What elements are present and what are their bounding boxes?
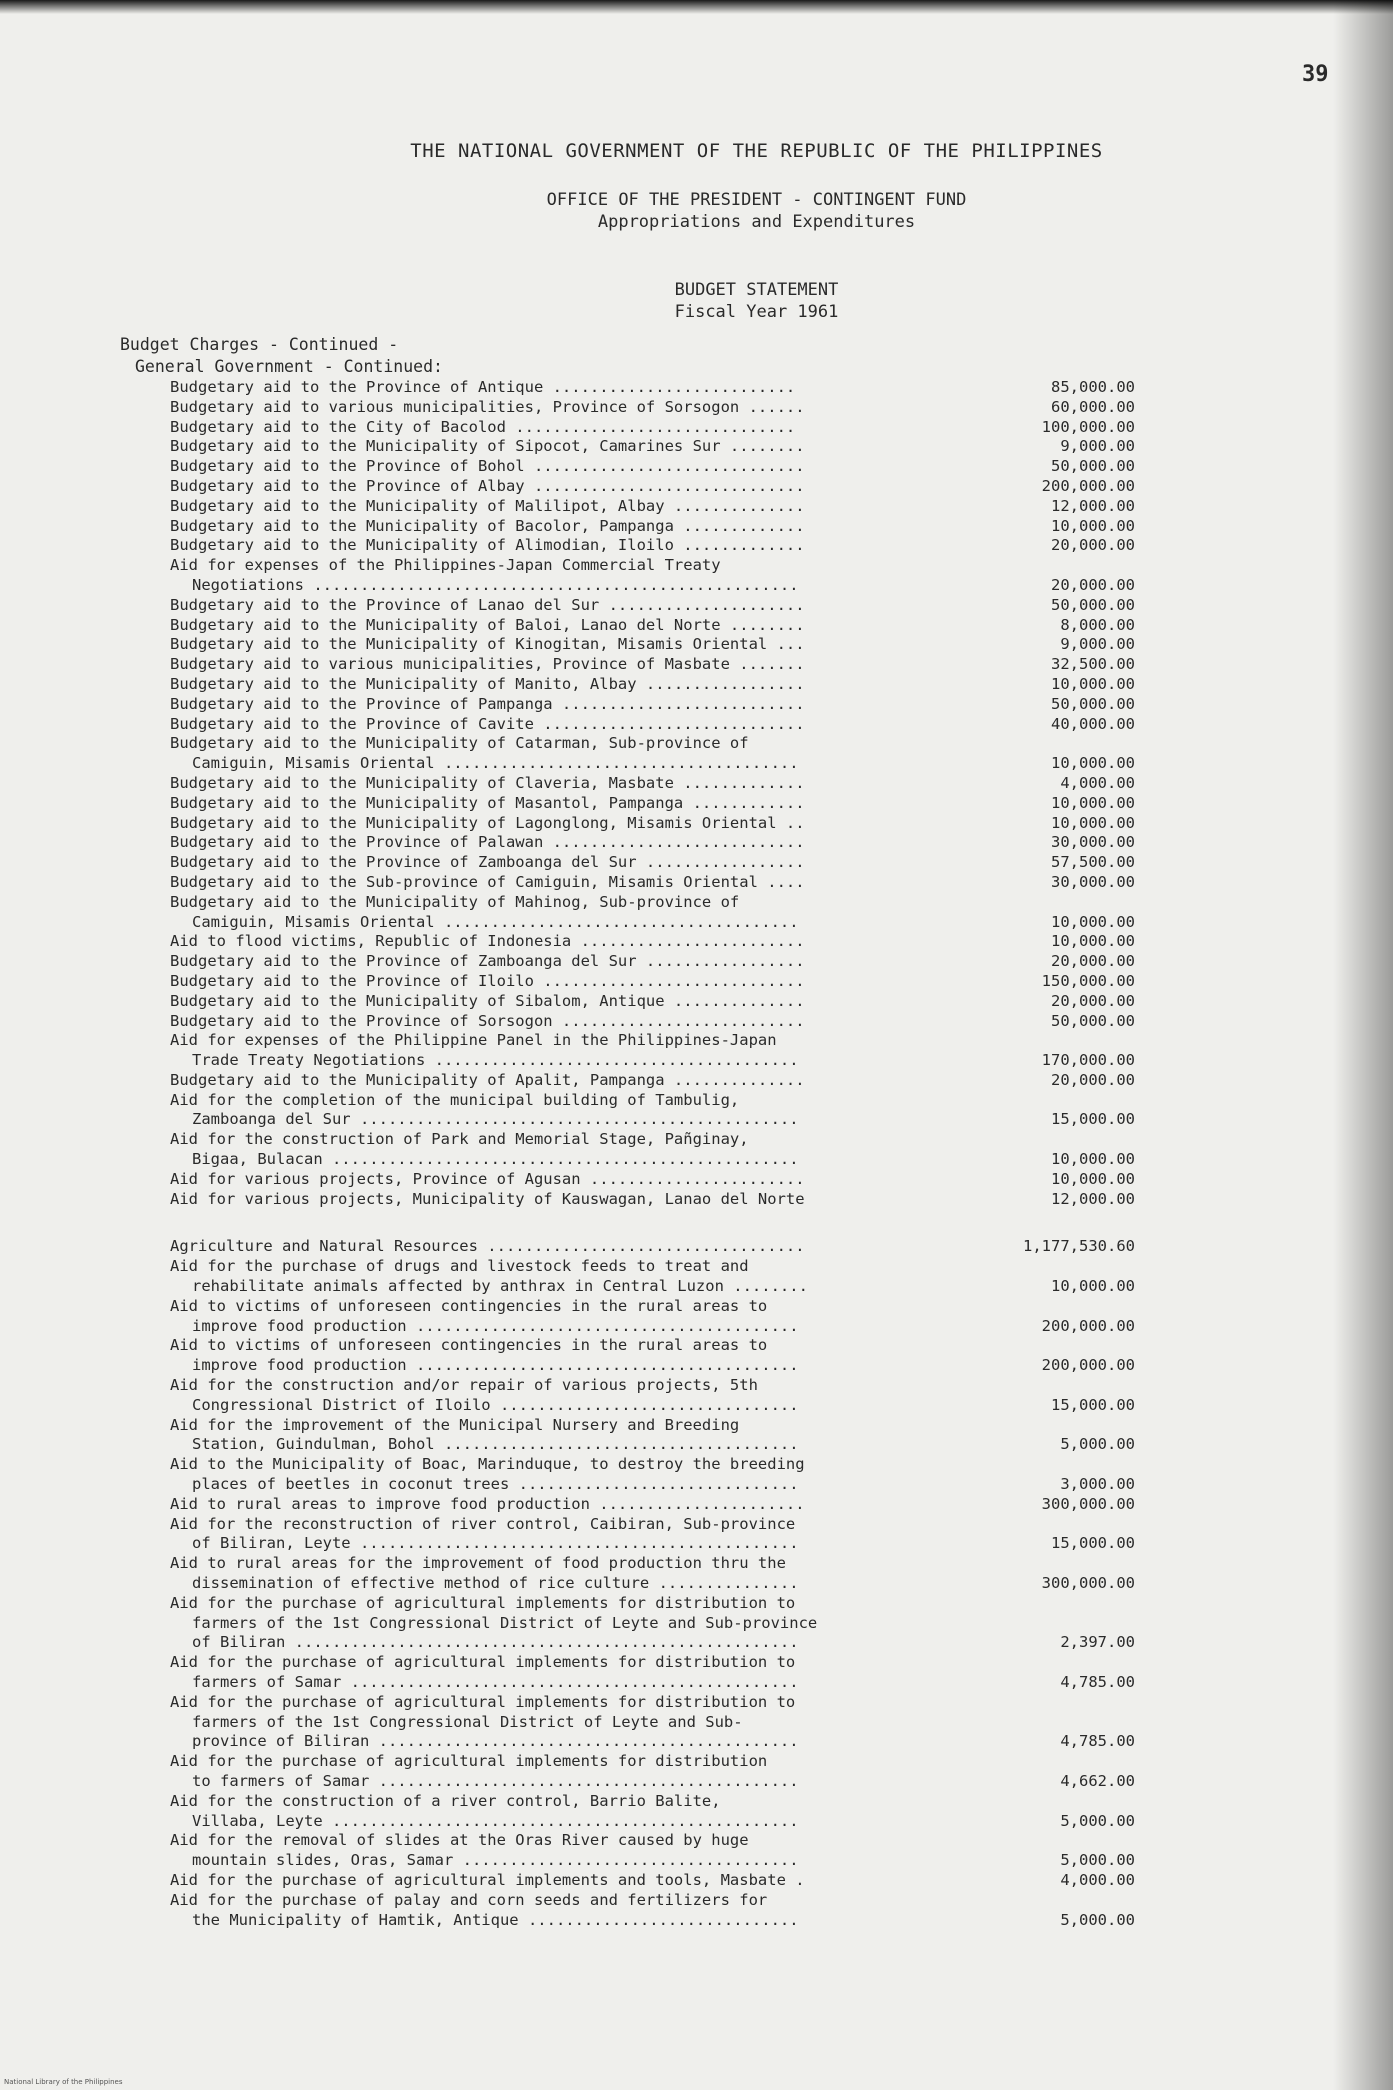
row-amount: 5,000.00 <box>1060 1851 1135 1870</box>
row-description: Budgetary aid to the Municipality of Masantol, Pampanga ............ <box>170 793 805 812</box>
row-amount: 10,000.00 <box>1051 516 1135 535</box>
row-description: Aid for the improvement of the Municipal Nursery and Breeding <box>170 1415 740 1434</box>
row-description: Aid to the Municipality of Boac, Marinduque, to destroy the breeding <box>170 1455 805 1474</box>
row-amount: 300,000.00 <box>1041 1494 1135 1513</box>
row-description: Budgetary aid to the Municipality of Sibalom, Antique .............. <box>170 991 805 1010</box>
row-description: Aid for expenses of the Philippines-Japan Commercial Treaty <box>170 556 721 575</box>
row-amount: 30,000.00 <box>1051 833 1135 852</box>
row-description: Budgetary aid to the Province of Albay ............................. <box>170 476 805 495</box>
row-description: Aid for the purchase of agricultural implements for distribution to <box>170 1692 796 1711</box>
budget-row <box>170 952 1170 972</box>
row-description: improve food production ......................................... <box>192 1316 799 1335</box>
budget-row <box>170 1911 1170 1931</box>
budget-row <box>170 1871 1170 1891</box>
row-amount: 100,000.00 <box>1041 417 1135 436</box>
budget-row <box>170 1534 1170 1554</box>
budget-row <box>170 734 1170 754</box>
row-amount: 300,000.00 <box>1041 1574 1135 1593</box>
row-description: Budgetary aid to the Province of Zamboanga del Sur ................. <box>170 952 805 971</box>
budget-row <box>170 932 1170 952</box>
budget-row <box>170 1170 1170 1190</box>
row-amount: 60,000.00 <box>1051 397 1135 416</box>
budget-row <box>170 1515 1170 1535</box>
section-gap <box>170 1209 1170 1237</box>
row-description: Budgetary aid to the Province of Iloilo ............................ <box>170 971 805 990</box>
budget-row <box>170 655 1170 675</box>
row-description: Budgetary aid to various municipalities, Province of Sorsogon ...... <box>170 397 805 416</box>
budget-row <box>170 1091 1170 1111</box>
row-description: Budgetary aid to the Province of Lanao del Sur ..................... <box>170 595 805 614</box>
budget-row <box>170 1150 1170 1170</box>
row-amount: 12,000.00 <box>1051 1189 1135 1208</box>
row-amount: 4,000.00 <box>1060 773 1135 792</box>
row-description: Budgetary aid to the Municipality of Kinogitan, Misamis Oriental ... <box>170 635 805 654</box>
row-description: Aid for various projects, Municipality of Kauswagan, Lanao del Norte <box>170 1189 805 1208</box>
row-amount: 3,000.00 <box>1060 1475 1135 1494</box>
row-description: Budgetary aid to the Province of Antique .......................... <box>170 378 796 396</box>
budget-row <box>170 715 1170 735</box>
row-description: Aid for the construction of a river control, Barrio Balite, <box>170 1791 721 1810</box>
budget-row <box>170 1190 1170 1210</box>
budget-row <box>170 1031 1170 1051</box>
row-amount: 40,000.00 <box>1051 714 1135 733</box>
budget-row <box>170 1614 1170 1634</box>
budget-row <box>170 437 1170 457</box>
budget-row <box>170 1455 1170 1475</box>
budget-row <box>170 1376 1170 1396</box>
footer-credit: National Library of the Philippines <box>4 2078 123 2086</box>
row-description: Aid for various projects, Province of Agusan ....................... <box>170 1169 805 1188</box>
budget-row <box>170 616 1170 636</box>
row-description: Budgetary aid to the Province of Pampanga .......................... <box>170 694 805 713</box>
row-amount: 200,000.00 <box>1041 1356 1135 1375</box>
budget-row <box>170 576 1170 596</box>
row-description: Bigaa, Bulacan .................................................. <box>192 1150 799 1169</box>
row-amount: 15,000.00 <box>1051 1110 1135 1129</box>
row-description: Villaba, Leyte .................................................. <box>192 1811 799 1830</box>
budget-row <box>170 1673 1170 1693</box>
budget-table <box>170 378 1170 1930</box>
row-amount: 4,662.00 <box>1060 1771 1135 1790</box>
fiscal-year: Fiscal Year 1961 <box>674 302 839 322</box>
row-description: Budgetary aid to various municipalities, Province of Masbate ....... <box>170 655 805 674</box>
row-description: Budgetary aid to the Province of Sorsogon .......................... <box>170 1011 805 1030</box>
row-amount: 10,000.00 <box>1051 754 1135 773</box>
row-amount: 5,000.00 <box>1060 1811 1135 1830</box>
row-description: dissemination of effective method of rice culture ............... <box>192 1574 799 1593</box>
row-description: Aid for the completion of the municipal building of Tambulig, <box>170 1090 740 1109</box>
row-description: Budgetary aid to the Municipality of Sipocot, Camarines Sur ........ <box>170 437 805 456</box>
budget-row <box>170 754 1170 774</box>
row-description: Aid to rural areas for the improvement of food production thru the <box>170 1554 786 1573</box>
subsection-title: General Government - Continued: <box>135 357 443 376</box>
row-amount: 10,000.00 <box>1051 813 1135 832</box>
row-amount: 12,000.00 <box>1051 496 1135 515</box>
row-amount: 4,785.00 <box>1060 1673 1135 1691</box>
row-description: to farmers of Samar ............................................. <box>192 1771 799 1790</box>
budget-row <box>170 1653 1170 1673</box>
row-description: Budgetary aid to the Municipality of Malilipot, Albay .............. <box>170 496 805 515</box>
row-description: Aid to victims of unforeseen contingencies in the rural areas to <box>170 1296 768 1315</box>
budget-row <box>170 1574 1170 1594</box>
budget-row <box>170 1435 1170 1455</box>
row-description: Aid for the purchase of drugs and livestock feeds to treat and <box>170 1257 749 1276</box>
row-description: Aid for the purchase of agricultural implements for distribution to <box>170 1593 796 1612</box>
row-description: Budgetary aid to the Municipality of Catarman, Sub-province of <box>170 734 749 753</box>
row-amount: 10,000.00 <box>1051 932 1135 951</box>
budget-row <box>170 1772 1170 1792</box>
row-description: the Municipality of Hamtik, Antique ............................. <box>192 1910 799 1929</box>
row-description: Budgetary aid to the Province of Cavite ............................ <box>170 714 805 733</box>
row-amount: 170,000.00 <box>1041 1051 1135 1070</box>
budget-row <box>170 1554 1170 1574</box>
row-description: Budgetary aid to the Municipality of Lagonglong, Misamis Oriental .. <box>170 813 805 832</box>
row-description: Budgetary aid to the Sub-province of Camiguin, Misamis Oriental .... <box>170 872 805 891</box>
budget-row <box>170 1396 1170 1416</box>
budget-row <box>170 1713 1170 1733</box>
budget-row <box>170 893 1170 913</box>
row-description: Congressional District of Iloilo ................................ <box>192 1395 799 1414</box>
row-description: Aid for the reconstruction of river control, Caibiran, Sub-province <box>170 1514 796 1533</box>
row-amount: 15,000.00 <box>1051 1534 1135 1553</box>
row-amount: 50,000.00 <box>1051 595 1135 614</box>
page-number: 39 <box>1302 62 1329 87</box>
row-amount: 10,000.00 <box>1051 1150 1135 1169</box>
row-description: Camiguin, Misamis Oriental ...................................... <box>192 912 799 931</box>
budget-row <box>170 992 1170 1012</box>
budget-row <box>170 418 1170 438</box>
scan-top-edge <box>0 0 1393 14</box>
document-title: THE NATIONAL GOVERNMENT OF THE REPUBLIC OF THE PHILIPPINES <box>410 140 1103 162</box>
budget-row <box>170 1130 1170 1150</box>
budget-row <box>170 913 1170 933</box>
row-description: Camiguin, Misamis Oriental ...................................... <box>192 754 799 773</box>
budget-row <box>170 398 1170 418</box>
row-description: Budgetary aid to the Municipality of Baloi, Lanao del Norte ........ <box>170 615 805 634</box>
row-description: Budgetary aid to the Municipality of Claveria, Masbate ............. <box>170 773 805 792</box>
budget-row <box>170 596 1170 616</box>
row-description: rehabilitate animals affected by anthrax in Central Luzon ........ <box>192 1277 808 1296</box>
budget-row <box>170 1792 1170 1812</box>
row-amount: 2,397.00 <box>1060 1633 1135 1652</box>
row-amount: 9,000.00 <box>1060 437 1135 456</box>
row-description: Budgetary aid to the Municipality of Apalit, Pampanga .............. <box>170 1070 805 1089</box>
section-title: Budget Charges - Continued - <box>120 335 399 354</box>
budget-row <box>170 1831 1170 1851</box>
budget-row <box>170 814 1170 834</box>
row-description: Budgetary aid to the Municipality of Manito, Albay ................. <box>170 674 805 693</box>
budget-row <box>170 378 1170 398</box>
budget-row <box>170 497 1170 517</box>
row-description: Negotiations .................................................... <box>192 575 799 594</box>
row-description: province of Biliran ............................................. <box>192 1732 799 1751</box>
row-amount: 10,000.00 <box>1051 793 1135 812</box>
row-description: Aid for the purchase of agricultural implements for distribution <box>170 1752 768 1771</box>
budget-row <box>170 1051 1170 1071</box>
row-amount: 10,000.00 <box>1051 674 1135 693</box>
row-amount: 20,000.00 <box>1051 952 1135 971</box>
budget-row <box>170 1012 1170 1032</box>
row-description: mountain slides, Oras, Samar .................................... <box>192 1851 799 1870</box>
budget-row <box>170 457 1170 477</box>
row-description: Agriculture and Natural Resources .................................. <box>170 1237 805 1256</box>
budget-row <box>170 536 1170 556</box>
row-description: Budgetary aid to the Province of Palawan ........................... <box>170 833 805 852</box>
row-amount: 20,000.00 <box>1051 575 1135 594</box>
row-amount: 15,000.00 <box>1051 1395 1135 1414</box>
row-amount: 10,000.00 <box>1051 912 1135 931</box>
row-amount: 1,177,530.60 <box>1023 1237 1135 1256</box>
budget-row <box>170 1495 1170 1515</box>
budget-row <box>170 1277 1170 1297</box>
budget-row <box>170 873 1170 893</box>
budget-row <box>170 1110 1170 1130</box>
budget-row <box>170 1475 1170 1495</box>
budget-row <box>170 1317 1170 1337</box>
budget-row <box>170 517 1170 537</box>
row-amount: 150,000.00 <box>1041 971 1135 990</box>
row-description: of Biliran ...................................................... <box>192 1633 799 1652</box>
budget-row <box>170 1594 1170 1614</box>
row-amount: 8,000.00 <box>1060 615 1135 634</box>
row-amount: 4,000.00 <box>1060 1870 1135 1889</box>
row-amount: 20,000.00 <box>1051 1070 1135 1089</box>
row-description: of Biliran, Leyte ............................................... <box>192 1534 799 1553</box>
budget-row <box>170 695 1170 715</box>
row-description: farmers of the 1st Congressional District of Leyte and Sub- <box>192 1712 743 1731</box>
row-description: Aid to rural areas to improve food production ...................... <box>170 1494 805 1513</box>
row-description: farmers of the 1st Congressional District of Leyte and Sub-province <box>192 1613 818 1632</box>
budget-row <box>170 477 1170 497</box>
office-title: OFFICE OF THE PRESIDENT - CONTINGENT FUND <box>546 190 967 210</box>
budget-row <box>170 1257 1170 1277</box>
row-amount: 5,000.00 <box>1060 1910 1135 1929</box>
budget-row <box>170 1732 1170 1752</box>
section-row <box>170 1237 1170 1257</box>
statement-title: BUDGET STATEMENT <box>674 280 839 300</box>
budget-row <box>170 774 1170 794</box>
budget-row <box>170 1071 1170 1091</box>
row-description: Station, Guindulman, Bohol ...................................... <box>192 1435 799 1454</box>
budget-row <box>170 1297 1170 1317</box>
budget-row <box>170 635 1170 655</box>
budget-row <box>170 1851 1170 1871</box>
budget-row <box>170 1752 1170 1772</box>
row-description: Trade Treaty Negotiations ....................................... <box>192 1051 799 1070</box>
budget-row <box>170 853 1170 873</box>
row-amount: 200,000.00 <box>1041 1316 1135 1335</box>
row-amount: 5,000.00 <box>1060 1435 1135 1454</box>
office-subtitle: Appropriations and Expenditures <box>597 212 916 232</box>
row-amount: 200,000.00 <box>1041 476 1135 495</box>
budget-row <box>170 794 1170 814</box>
row-description: Budgetary aid to the Province of Zamboanga del Sur ................. <box>170 853 805 872</box>
row-amount: 50,000.00 <box>1051 694 1135 713</box>
row-amount: 50,000.00 <box>1051 1011 1135 1030</box>
budget-row <box>170 1812 1170 1832</box>
row-description: Budgetary aid to the Province of Bohol ............................. <box>170 457 805 476</box>
budget-row <box>170 972 1170 992</box>
row-description: Budgetary aid to the Municipality of Mahinog, Sub-province of <box>170 892 740 911</box>
row-description: Aid for the purchase of agricultural implements for distribution to <box>170 1653 796 1672</box>
budget-row <box>170 1416 1170 1436</box>
row-description: Aid for the purchase of agricultural implements and tools, Masbate . <box>170 1870 805 1889</box>
row-amount: 32,500.00 <box>1051 655 1135 674</box>
row-description: farmers of Samar ................................................ <box>192 1673 799 1691</box>
row-amount: 9,000.00 <box>1060 635 1135 654</box>
row-amount: 10,000.00 <box>1051 1277 1135 1296</box>
budget-row <box>170 1633 1170 1653</box>
budget-row <box>170 833 1170 853</box>
row-description: Aid to victims of unforeseen contingencies in the rural areas to <box>170 1336 768 1355</box>
row-amount: 10,000.00 <box>1051 1169 1135 1188</box>
budget-row <box>170 556 1170 576</box>
row-amount: 4,785.00 <box>1060 1732 1135 1751</box>
budget-row <box>170 1336 1170 1356</box>
budget-row <box>170 1693 1170 1713</box>
row-description: Aid to flood victims, Republic of Indonesia ........................ <box>170 932 805 951</box>
row-description: Aid for the purchase of palay and corn seeds and fertilizers for <box>170 1890 768 1909</box>
row-description: Budgetary aid to the City of Bacolod .............................. <box>170 417 796 436</box>
row-amount: 20,000.00 <box>1051 991 1135 1010</box>
budget-row <box>170 675 1170 695</box>
row-description: Aid for the construction and/or repair of various projects, 5th <box>170 1376 758 1395</box>
row-amount: 30,000.00 <box>1051 872 1135 891</box>
row-description: Aid for the construction of Park and Memorial Stage, Pañginay, <box>170 1130 749 1149</box>
row-amount: 20,000.00 <box>1051 536 1135 555</box>
row-description: places of beetles in coconut trees .............................. <box>192 1475 799 1494</box>
budget-row <box>170 1356 1170 1376</box>
row-amount: 57,500.00 <box>1051 853 1135 872</box>
row-description: improve food production ......................................... <box>192 1356 799 1375</box>
row-description: Aid for the removal of slides at the Oras River caused by huge <box>170 1831 749 1850</box>
row-description: Aid for expenses of the Philippine Panel in the Philippines-Japan <box>170 1031 777 1050</box>
row-description: Budgetary aid to the Municipality of Bacolor, Pampanga ............. <box>170 516 805 535</box>
budget-row <box>170 1891 1170 1911</box>
row-amount: 85,000.00 <box>1051 378 1135 396</box>
row-description: Zamboanga del Sur ............................................... <box>192 1110 799 1129</box>
row-amount: 50,000.00 <box>1051 457 1135 476</box>
row-description: Budgetary aid to the Municipality of Alimodian, Iloilo ............. <box>170 536 805 555</box>
